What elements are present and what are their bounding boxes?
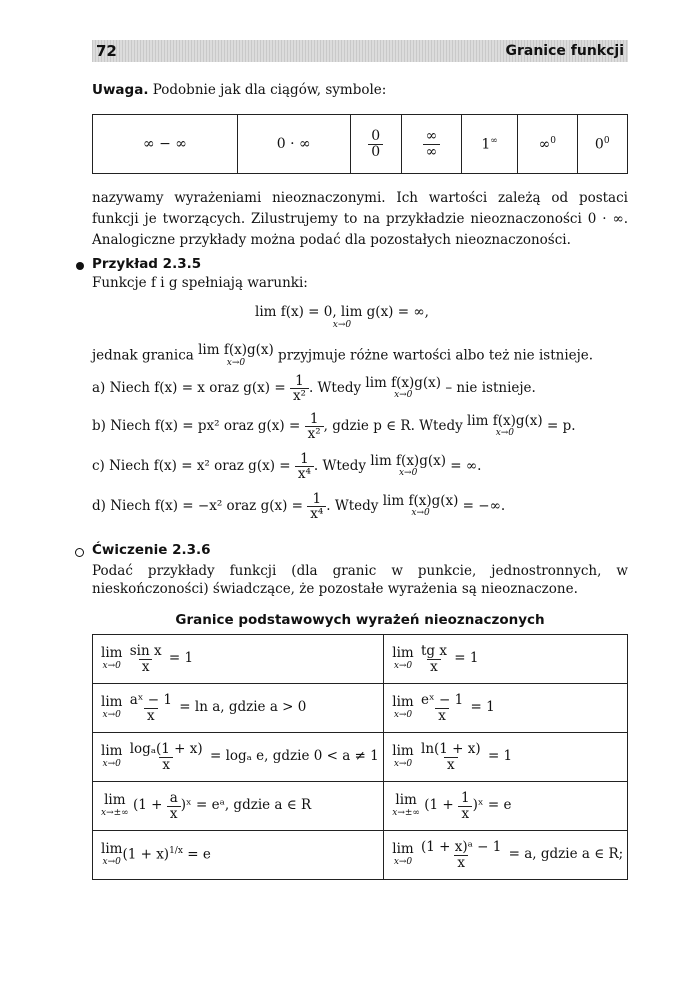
limits-table (92, 634, 628, 880)
example-title: Przykład 2.3.5 (92, 256, 202, 272)
limit-cell: lim x→0 $(1 + x)^{1/x} = e$ (93, 831, 384, 880)
limit-cell: lim x→0 $\frac{\text{sin x}}{x}$ = 1 (93, 635, 384, 684)
exercise-title: Ćwiczenie 2.3.6 (92, 542, 211, 558)
limit-cell: lim x→0 $\frac{\text{tg x}}{x}$ = 1 (384, 635, 628, 684)
symbol-cell: 1∞ (462, 115, 518, 174)
example-statement: jednak granica lim f(x)g(x) x→0 przyjmuje różne wartości albo też nie istnieje. (92, 342, 594, 368)
page-number: 72 (96, 42, 117, 60)
limit-cell: lim x→±∞ (1 + $\frac{1}{x}$ )ˣ = e (384, 782, 628, 831)
limit-cell: lim x→0 $\frac{\ln(1 + x)}{x}$ = 1 (384, 733, 628, 782)
remark-label: Uwaga. (92, 82, 149, 98)
exercise-text: Podać przykłady funkcji (dla granic w punkcie, jednostronnych, w nieskończoności) świadczące, że pozostałe wyrażenia są nieoznaczone. (92, 563, 628, 597)
limit-cell: lim x→0 $\frac{\text{logₐ(1 + x)}}{x}$ = logₐ e, gdzie 0 < a ≠ 1 (93, 733, 384, 782)
symbol-cell: ∞$^0$ (518, 115, 577, 174)
remark-text: Podobnie jak dla ciągów, symbole: (152, 82, 387, 98)
example-conditions: lim f(x) = 0, lim g(x) = ∞, x→0 (255, 304, 429, 330)
remark (92, 82, 386, 98)
example-item-c: c) Niech f(x) = x² oraz g(x) = $\frac{1}{\text{x⁴}}$ . Wtedy lim f(x)g(x) x→0 = ∞. (92, 451, 482, 483)
example-item-d: d) Niech f(x) = −x² oraz g(x) = $\frac{1}{\text{x⁴}}$ . Wtedy lim f(x)g(x) x→0 = −∞. (92, 491, 506, 523)
symbol-cell: $\frac{\infty}{\infty}$ (401, 115, 461, 174)
symbol-cell: $0^0$ (577, 115, 628, 174)
symbol-cell: $\frac{0}{0}$ (350, 115, 401, 174)
running-title: Granice funkcji (505, 43, 624, 59)
example-intro: Funkcje f i g spełniają warunki: (92, 275, 308, 291)
limit-cell: lim x→0 $\frac{\text{aˣ − 1}}{x}$ = ln a, gdzie a > 0 (93, 684, 384, 733)
bullet-icon (76, 262, 84, 270)
limit-cell: lim x→0 $\frac{\text{eˣ − 1}}{x}$ = 1 (384, 684, 628, 733)
example-item-a: a) Niech f(x) = x oraz g(x) = $\frac{1}{\text{x²}}$ . Wtedy lim f(x)g(x) x→0 – nie istnieje. (92, 373, 536, 405)
paragraph-indeterminate: nazywamy wyrażeniami nieoznaczonymi. Ich wartości zależą od postaci funkcji je tworzących. Zilustrujemy to na przykładzie nieoznaczoności 0 · ∞. Analogiczne przykłady można podać dla pozostałych nieoznaczoności. (92, 190, 628, 248)
example-item-b: b) Niech f(x) = px² oraz g(x) = $\frac{1}{\text{x²}}$ , gdzie p ∈ R. Wtedy lim f(x)g(x) x→0 = p. (92, 411, 576, 443)
symbol-cell: ∞ − ∞ (93, 115, 238, 174)
limits-table-title: Granice podstawowych wyrażeń nieoznaczonych (175, 612, 545, 628)
indeterminate-symbols-table (92, 114, 628, 174)
limit-cell: lim x→±∞ (1 + $\frac{a}{x}$ )ˣ = eᵃ, gdzie a ∈ R (93, 782, 384, 831)
circle-bullet-icon (75, 548, 84, 557)
symbol-cell: 0 · ∞ (237, 115, 350, 174)
limit-cell: lim x→0 $\frac{\text{(1 + x)ᵃ − 1}}{x}$ = a, gdzie a ∈ R; (384, 831, 628, 880)
